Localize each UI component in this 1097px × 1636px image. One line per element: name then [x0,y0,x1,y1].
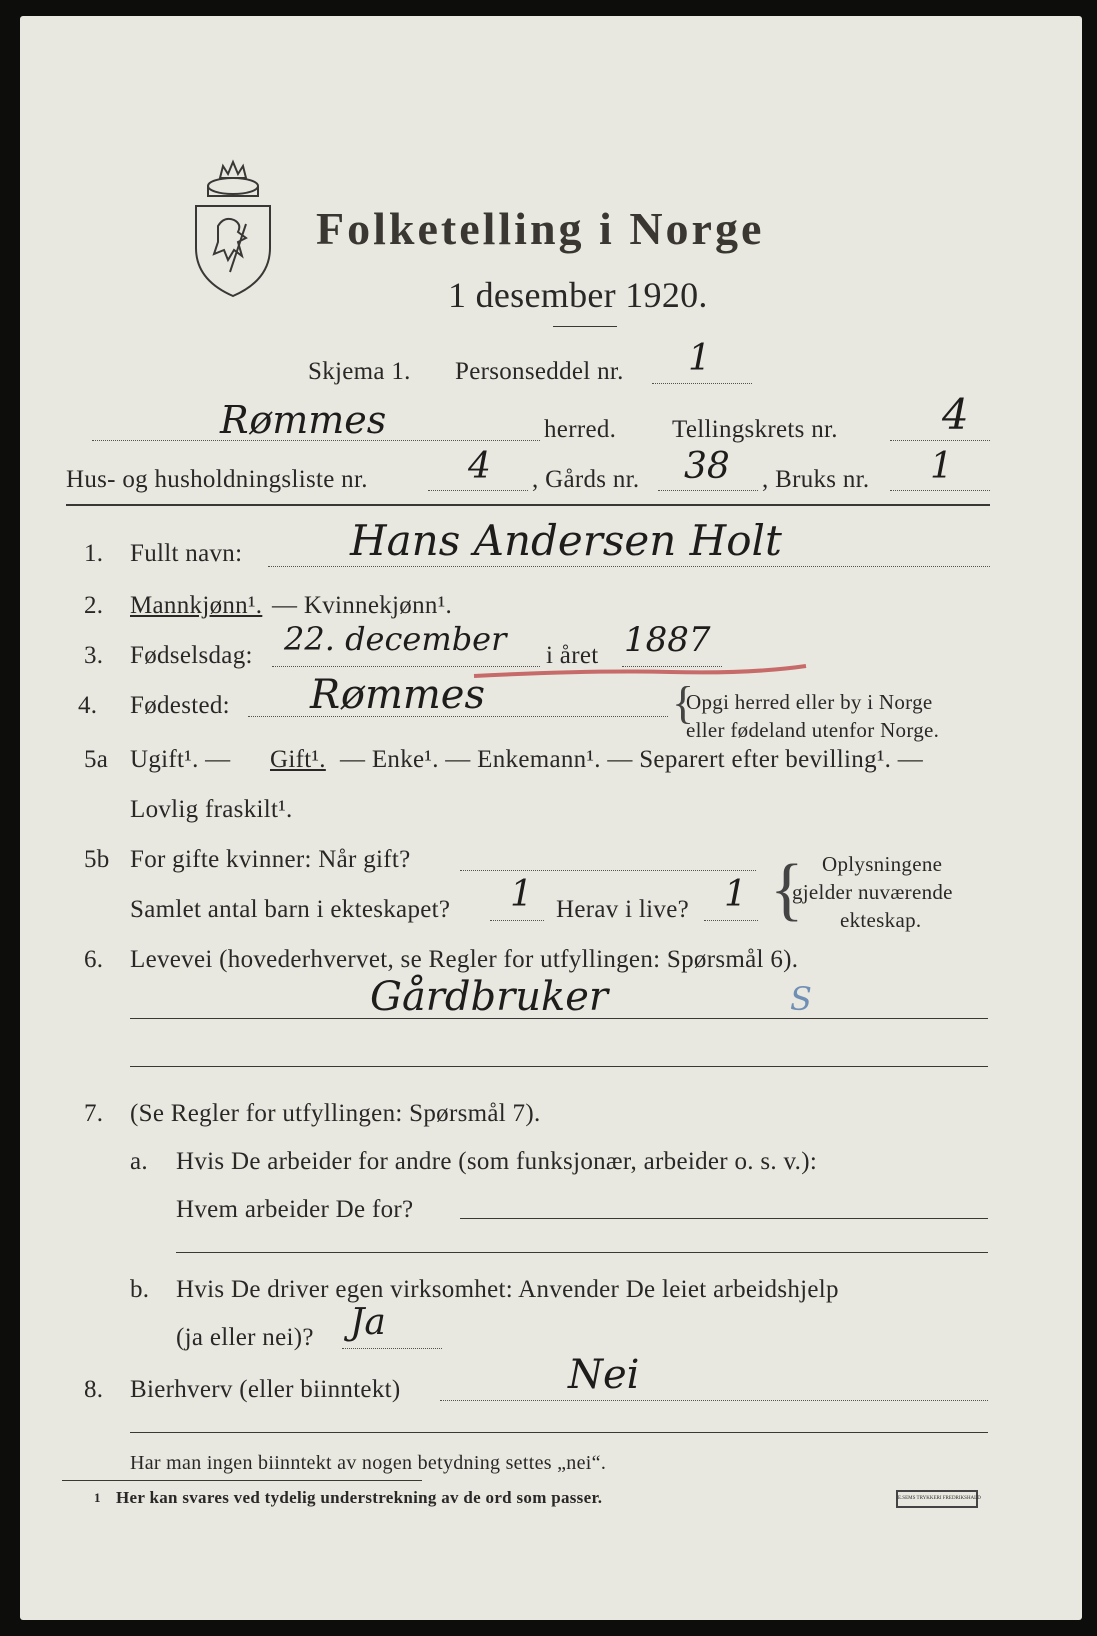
q7-number: 7. [84,1100,104,1127]
q7b-line2: (ja eller nei)? [176,1324,314,1351]
q4-note-line1: Opgi herred eller by i Norge [686,690,933,714]
q5a-gift: Gift¹. [270,746,326,773]
q7b-line1: Hvis De driver egen virksomhet: Anvender De leiet arbeidshjelp [176,1276,839,1303]
q5b-barn-field-line [490,920,544,921]
q5a-fraskilt: Lovlig fraskilt¹. [130,796,293,823]
q2-number: 2. [84,592,104,619]
q5a-ugift: Ugift¹. — [130,746,231,773]
q8-number: 8. [84,1376,104,1403]
q1-full-name: Hans Andersen Holt [350,516,782,565]
bruks-value: 1 [930,446,953,487]
q1-number: 1. [84,540,104,567]
q5b-note-brace: { [770,851,804,928]
q6-field-line-2 [130,1066,988,1067]
title-divider [553,326,617,327]
hus-field-line [428,490,528,491]
printer-stamp: E.SEMS TRYKKERI FREDRIKSHALD [896,1490,978,1508]
q5b-note-line2: gjelder nuværende [792,880,953,904]
q3-label: Fødselsdag: [130,642,253,669]
q7b-letter: b. [130,1276,150,1303]
q5a-other-options: — Enke¹. — Enkemann¹. — Separert efter bevilling¹. — [340,746,924,773]
tellingskrets-label: Tellingskrets nr. [672,416,838,443]
q3-birth-day: 22. december [284,620,507,658]
q7b-field-line [342,1348,442,1349]
q5b-live-label: Herav i live? [556,896,690,923]
q7a-field-line-1 [460,1218,988,1219]
personseddel-label: Personseddel nr. [455,358,624,385]
norwegian-coat-of-arms-icon [190,148,276,298]
q1-label: Fullt navn: [130,540,243,567]
q4-note-brace: { [672,677,695,728]
q8-label: Bierhverv (eller biinntekt) [130,1376,401,1403]
q3-birth-year: 1887 [624,620,711,660]
schema-label: Skjema 1. [308,358,411,385]
q4-number: 4. [78,692,98,719]
tellingskrets-value: 4 [942,390,969,439]
q3-year-label: i året [546,642,599,669]
q5a-number: 5a [84,746,109,773]
q4-label: Fødested: [130,692,230,719]
q2-mannkjonn: Mannkjønn¹. [130,592,263,619]
q7a-line2: Hvem arbeider De for? [176,1196,414,1223]
footer-note: Har man ingen biinntekt av nogen betydning settes „nei“. [130,1452,607,1474]
footnote-text: Her kan svares ved tydelig understrekning av de ord som passer. [116,1488,603,1507]
q5b-live-field-line [704,920,758,921]
hus-label: Hus- og husholdningsliste nr. [66,466,368,493]
gards-value: 38 [684,446,730,487]
footnote-divider [62,1480,422,1481]
q5b-gift-label: For gifte kvinner: Når gift? [130,846,411,873]
q5b-barn-label: Samlet antal barn i ekteskapet? [130,896,451,923]
q6-field-line-1 [130,1018,988,1019]
q7a-line1: Hvis De arbeider for andre (som funksjonær, arbeider o. s. v.): [176,1148,818,1175]
tellingskrets-field-line [890,440,990,441]
gards-label: , Gårds nr. [532,466,640,493]
gards-field-line [658,490,758,491]
herred-field-line [92,440,540,441]
bruks-field-line [890,490,990,491]
q2-kvinnekjonn: — Kvinnekjønn¹. [272,592,453,619]
q7a-field-line-2 [176,1252,988,1253]
q5b-live-value: 1 [724,874,747,915]
q5b-barn-value: 1 [510,874,533,915]
census-date: 1 desember 1920. [448,275,708,315]
q1-field-line [268,566,990,567]
q3-number: 3. [84,642,104,669]
personseddel-value: 1 [688,338,711,379]
q6-label: Levevei (hovederhvervet, se Regler for utfyllingen: Spørsmål 6). [130,946,799,973]
q5b-note-line3: ekteskap. [840,908,922,932]
herred-label: herred. [544,416,617,443]
section-divider [66,504,990,506]
hus-value: 4 [468,446,491,487]
q5b-gift-field-line [460,870,756,871]
q5b-note-line1: Oplysningene [822,852,943,876]
q8-field-line-2 [130,1432,988,1433]
q7-label: (Se Regler for utfyllingen: Spørsmål 7). [130,1100,541,1127]
q7b-value: Ja [350,1302,386,1343]
q8-field-line [440,1400,988,1401]
footnote-mark: 1 [94,1490,101,1505]
form-title: Folketelling i Norge [316,203,765,254]
census-form-sheet [20,16,1082,1620]
q8-value: Nei [568,1352,640,1398]
q6-number: 6. [84,946,104,973]
q5b-number: 5b [84,846,110,873]
personseddel-field-line [652,383,752,384]
herred-value: Rømmes [220,398,387,442]
q6-code: S [790,980,812,1018]
q4-birthplace: Rømmes [310,672,485,718]
red-pencil-mark [470,660,810,684]
bruks-label: , Bruks nr. [762,466,870,493]
q6-occupation: Gårdbruker [370,974,609,1020]
q7a-letter: a. [130,1148,148,1175]
q4-note-line2: eller fødeland utenfor Norge. [686,718,940,742]
